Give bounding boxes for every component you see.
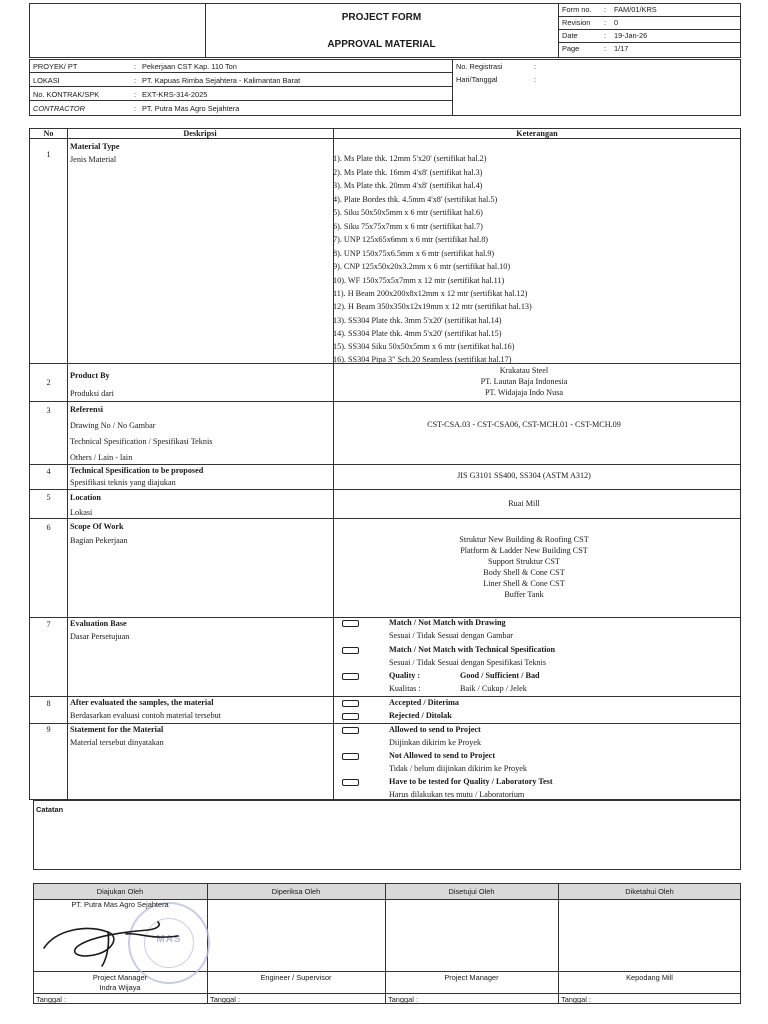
list-item: 12). H Beam 350x350x12x19mm x 12 mtr (sertifikat hal.13)	[333, 302, 532, 311]
list-item: 10). WF 150x75x5x7mm x 12 mtr (sertifikat hal.11)	[333, 276, 505, 285]
list-item: 9). CNP 125x50x20x3.2mm x 6 mtr (sertifikat hal.10)	[333, 262, 511, 271]
scope-item: Struktur New Building & Roofing CST	[459, 535, 589, 544]
option-title: Not Allowed to send to Project	[389, 751, 496, 760]
option-subtitle: Sesuai / Tidak Sesuai dengan Spesifikasi Teknis	[389, 658, 547, 667]
meta-label: Revision	[562, 18, 591, 27]
meta-label: Form no.	[562, 5, 592, 14]
quality-options: Good / Sufficient / Bad	[460, 671, 540, 680]
row-title: Statement for the Material	[70, 725, 164, 734]
row-number: 4	[46, 467, 51, 476]
checkbox-rejected[interactable]	[342, 713, 359, 720]
list-item: 1). Ms Plate thk. 12mm 5'x20' (sertifikat hal.2)	[333, 154, 487, 163]
row-subtitle: Produksi dari	[70, 389, 114, 398]
option-title: Rejected / Ditolak	[389, 711, 452, 720]
option-subtitle: Tidak / belum diijinkan dikirim ke Proyek	[389, 764, 527, 773]
row-number: 2	[46, 378, 51, 387]
spec-value: JIS G3101 SS400, SS304 (ASTM A312)	[457, 471, 591, 480]
row-title: Material Type	[70, 142, 120, 151]
row-subtitle: Material tersebut dinyatakan	[70, 738, 164, 747]
list-item: 13). SS304 Plate thk. 3mm 5'x20' (sertifikat hal.14)	[333, 316, 502, 325]
producer: PT. Widajaja Indo Nusa	[484, 388, 564, 397]
row-title: Location	[70, 493, 101, 502]
column-header-keterangan: Keterangan	[516, 129, 558, 138]
checkbox-accepted[interactable]	[342, 700, 359, 707]
option-title: Have to be tested for Quality / Laboratory Test	[389, 777, 553, 786]
checkbox-match-drawing[interactable]	[342, 620, 359, 627]
list-item: 3). Ms Plate thk. 20mm 4'x8' (sertifikat hal.4)	[333, 181, 483, 190]
signer-role: Project Manager	[92, 973, 148, 982]
company-name: PT. Putra Mas Agro Sejahtera	[71, 900, 169, 909]
signer-role: Engineer / Supervisor	[260, 973, 332, 982]
date-label: Tanggal :	[210, 995, 240, 1004]
form-number: FAM/01/KRS	[614, 5, 657, 14]
scope-item: Liner Shell & Cone CST	[483, 579, 565, 588]
row-number: 8	[46, 699, 51, 708]
option-title: Accepted / Diterima	[389, 698, 460, 707]
list-item: 14). SS304 Plate thk. 4mm 5'x20' (sertifikat hal.15)	[333, 329, 502, 338]
signature-header: Disetujui Oleh	[448, 887, 495, 896]
option-title: Allowed to send to Project	[389, 725, 481, 734]
info-label: LOKASI	[33, 76, 60, 85]
meta-label: Date	[562, 31, 578, 40]
option-title: Match / Not Match with Drawing	[389, 618, 506, 627]
column-header-deskripsi: Deskripsi	[183, 129, 217, 138]
row-title: Scope Of Work	[70, 522, 124, 531]
scope-item: Body Shell & Cone CST	[483, 568, 565, 577]
option-title: Match / Not Match with Technical Spesification	[389, 645, 556, 654]
date-label: Tanggal :	[36, 995, 66, 1004]
signature-header: Diajukan Oleh	[96, 887, 144, 896]
row-subtitle: Bagian Pekerjaan	[70, 536, 128, 545]
date-value: 19-Jan-26	[614, 31, 648, 40]
checkbox-quality[interactable]	[342, 673, 359, 680]
row-number: 5	[46, 493, 51, 502]
checkbox-match-spec[interactable]	[342, 647, 359, 654]
scope-item: Platform & Ladder New Building CST	[460, 546, 588, 555]
revision-value: 0	[614, 18, 619, 27]
checkbox-not-allowed[interactable]	[342, 753, 359, 760]
scope-item: Support Struktur CST	[488, 557, 560, 566]
row-title: Technical Spesification to be proposed	[70, 466, 204, 475]
form-title: PROJECT FORM	[341, 12, 422, 23]
row-subtitle: Spesifikasi teknis yang diajukan	[70, 478, 176, 487]
location-value: PT. Kapuas Rimba Sejahtera - Kalimantan Barat	[142, 76, 301, 85]
scope-item: Buffer Tank	[504, 590, 544, 599]
meta-label: Page	[562, 44, 580, 53]
signer-role: Project Manager	[444, 973, 499, 982]
row-number: 3	[46, 406, 51, 415]
date-label: Tanggal :	[388, 995, 418, 1004]
row-number: 7	[46, 620, 51, 629]
contractor-name: PT. Putra Mas Agro Sejahtera	[142, 104, 240, 113]
signer-name: Indra Wijaya	[99, 983, 141, 992]
notes-box[interactable]	[33, 800, 741, 870]
quality-label: Quality :	[389, 671, 421, 680]
date-label: Tanggal :	[561, 995, 591, 1004]
info-label: No. Registrasi	[456, 62, 503, 71]
producer: PT. Lautan Baja Indonesia	[480, 377, 568, 386]
row-subtitle: Lokasi	[70, 508, 93, 517]
option-subtitle: Diijinkan dikirim ke Proyek	[389, 738, 482, 747]
kualitas-options: Baik / Cukup / Jelek	[460, 684, 527, 693]
list-item: 8). UNP 150x75x6.5mm x 6 mtr (sertifikat hal.9)	[333, 249, 495, 258]
row-subtitle: Others / Lain - lain	[70, 453, 133, 462]
signature-header: Diketahui Oleh	[625, 887, 674, 896]
info-label: No. KONTRAK/SPK	[33, 90, 100, 99]
list-item: 2). Ms Plate thk. 16mm 4'x8' (sertifikat hal.3)	[333, 168, 483, 177]
signer-role: Kepodang Mill	[626, 973, 673, 982]
list-item: 11). H Beam 200x200x8x12mm x 12 mtr (sertifikat hal.12)	[333, 289, 528, 298]
row-subtitle: Drawing No / No Gambar	[70, 421, 156, 430]
row-subtitle: Berdasarkan evaluasi contoh material tersebut	[70, 711, 221, 720]
list-item: 4). Plate Bordes thk. 4.5mm 4'x8' (sertifikat hal.5)	[333, 195, 498, 204]
contract-number: EXT-KRS-314-2025	[142, 90, 208, 99]
signature-header: Diperiksa Oleh	[271, 887, 321, 896]
list-item: 7). UNP 125x65x6mm x 6 mtr (sertifikat hal.8)	[333, 235, 489, 244]
list-item: 15). SS304 Siku 50x50x5mm x 6 mtr (sertifikat hal.16)	[333, 342, 515, 351]
drawing-references: CST-CSA.03 - CST-CSA06, CST-MCH.01 - CST-MCH.09	[427, 420, 621, 429]
row-subtitle: Dasar Persetujuan	[70, 632, 130, 641]
row-number: 6	[46, 523, 51, 532]
row-subtitle: Jenis Material	[70, 155, 117, 164]
checkbox-allowed[interactable]	[342, 727, 359, 734]
row-title: Referensi	[70, 405, 104, 414]
info-label: CONTRACTOR	[33, 104, 86, 113]
list-item: 6). Siku 75x75x7mm x 6 mtr (sertifikat hal.7)	[333, 222, 483, 231]
producer: Krakatau Steel	[499, 366, 549, 375]
company-stamp: MAS	[128, 902, 210, 984]
project-name: Pekerjaan CST Kap. 110 Ton	[142, 62, 237, 71]
info-label: PROYEK/ PT	[33, 62, 78, 71]
notes-label: Catatan	[36, 805, 64, 814]
kualitas-label: Kualitas :	[389, 684, 421, 693]
row-number: 1	[46, 150, 51, 159]
row-title: Product By	[70, 371, 110, 380]
row-title: Evaluation Base	[70, 619, 127, 628]
form-subtitle: APPROVAL MATERIAL	[327, 39, 436, 50]
row-subtitle: Technical Spesification / Spesifikasi Teknis	[70, 437, 213, 446]
option-subtitle: Harus dilakukan tes mutu / Laboratorium	[389, 790, 525, 799]
row-title: After evaluated the samples, the material	[70, 698, 214, 707]
list-item: 16). SS304 Pipa 3" Sch.20 Seamless (sertifikat hal.17)	[333, 355, 512, 364]
page-value: 1/17	[614, 44, 629, 53]
signature-image	[38, 910, 188, 970]
location-name: Ruai Mill	[508, 499, 540, 508]
checkbox-lab-test[interactable]	[342, 779, 359, 786]
row-number: 9	[46, 725, 51, 734]
list-item: 5). Siku 50x50x5mm x 6 mtr (sertifikat hal.6)	[333, 208, 483, 217]
info-label: Hari/Tanggal	[456, 75, 498, 84]
column-header-no: No	[43, 129, 54, 138]
option-subtitle: Sesuai / Tidak Sesuai dengan Gambar	[389, 631, 513, 640]
